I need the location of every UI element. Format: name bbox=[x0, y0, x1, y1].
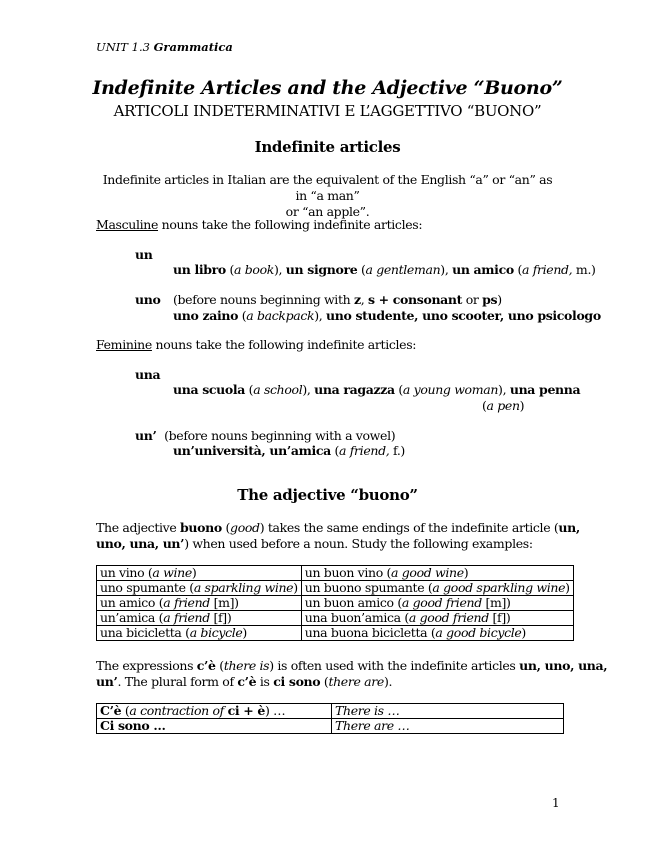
section-heading-buono: The adjective “buono” bbox=[237, 486, 418, 504]
article-uno: uno bbox=[135, 292, 161, 307]
buono-paragraph: The adjective buono (good) takes the same endings of the indefinite article (un, uno, una, un’) when used before a noun. Study the following examples: bbox=[96, 520, 580, 551]
table-row bbox=[97, 596, 574, 611]
table-row bbox=[97, 581, 574, 596]
page-number: 1 bbox=[552, 796, 560, 810]
ce-table bbox=[96, 703, 564, 734]
table-cell: un buon amico (a good friend [m]) bbox=[301, 596, 573, 611]
article-un: un bbox=[135, 247, 153, 262]
table-cell: un buon vino (a good wine) bbox=[301, 566, 573, 581]
una-examples: una scuola (a school), una ragazza (a young woman), una penna bbox=[173, 382, 581, 397]
table-cell: un vino (a wine) bbox=[97, 566, 302, 581]
table-row bbox=[97, 626, 574, 641]
table-cell: un’amica (a friend [f]) bbox=[97, 611, 302, 626]
article-un-apostrophe: un’ (before nouns beginning with a vowel) bbox=[135, 428, 396, 443]
masculine-intro: Masculine nouns take the following indefinite articles: bbox=[96, 217, 423, 232]
table-cell: una buona bicicletta (a good bicycle) bbox=[301, 626, 573, 641]
table-cell: C’è (a contraction of ci + è) … bbox=[97, 704, 332, 719]
table-cell: una bicicletta (a bicycle) bbox=[97, 626, 302, 641]
table-cell: There are … bbox=[332, 719, 564, 734]
table-cell: un amico (a friend [m]) bbox=[97, 596, 302, 611]
table-cell: There is … bbox=[332, 704, 564, 719]
uno-examples: uno zaino (a backpack), uno studente, uno scooter, uno psicologo bbox=[173, 308, 601, 323]
page-subtitle: ARTICOLI INDETERMINATIVI E L’AGGETTIVO “BUONO” bbox=[113, 102, 542, 120]
table-row bbox=[97, 566, 574, 581]
section-heading-indefinite: Indefinite articles bbox=[254, 138, 401, 156]
un-apostrophe-examples: un’università, un’amica (a friend, f.) bbox=[173, 443, 405, 458]
uno-note: (before nouns beginning with z, s + consonant or ps) bbox=[173, 292, 502, 307]
feminine-intro: Feminine nouns take the following indefinite articles: bbox=[96, 337, 417, 352]
buono-examples-table bbox=[96, 565, 574, 641]
table-row bbox=[97, 704, 564, 719]
table-cell: un buono spumante (a good sparkling wine) bbox=[301, 581, 573, 596]
table-row bbox=[97, 611, 574, 626]
ce-paragraph: The expressions c’è (there is) is often used with the indefinite articles un, uno, una, un’. The plural form of c’è is ci sono (there are). bbox=[96, 658, 608, 689]
article-una: una bbox=[135, 367, 161, 382]
intro-paragraph: Indefinite articles in Italian are the equivalent of the English “a” or “an” as in “a man” or “an apple”. bbox=[102, 172, 553, 219]
una-penna-translation: (a pen) bbox=[482, 398, 525, 413]
unit-header: UNIT 1.3 Grammatica bbox=[96, 40, 233, 54]
table-row bbox=[97, 719, 564, 734]
table-cell: uno spumante (a sparkling wine) bbox=[97, 581, 302, 596]
page-title: Indefinite Articles and the Adjective “Buono” bbox=[92, 77, 563, 99]
table-cell: una buon’amica (a good friend [f]) bbox=[301, 611, 573, 626]
un-examples: un libro (a book), un signore (a gentleman), un amico (a friend, m.) bbox=[173, 262, 596, 277]
table-cell: Ci sono … bbox=[97, 719, 332, 734]
